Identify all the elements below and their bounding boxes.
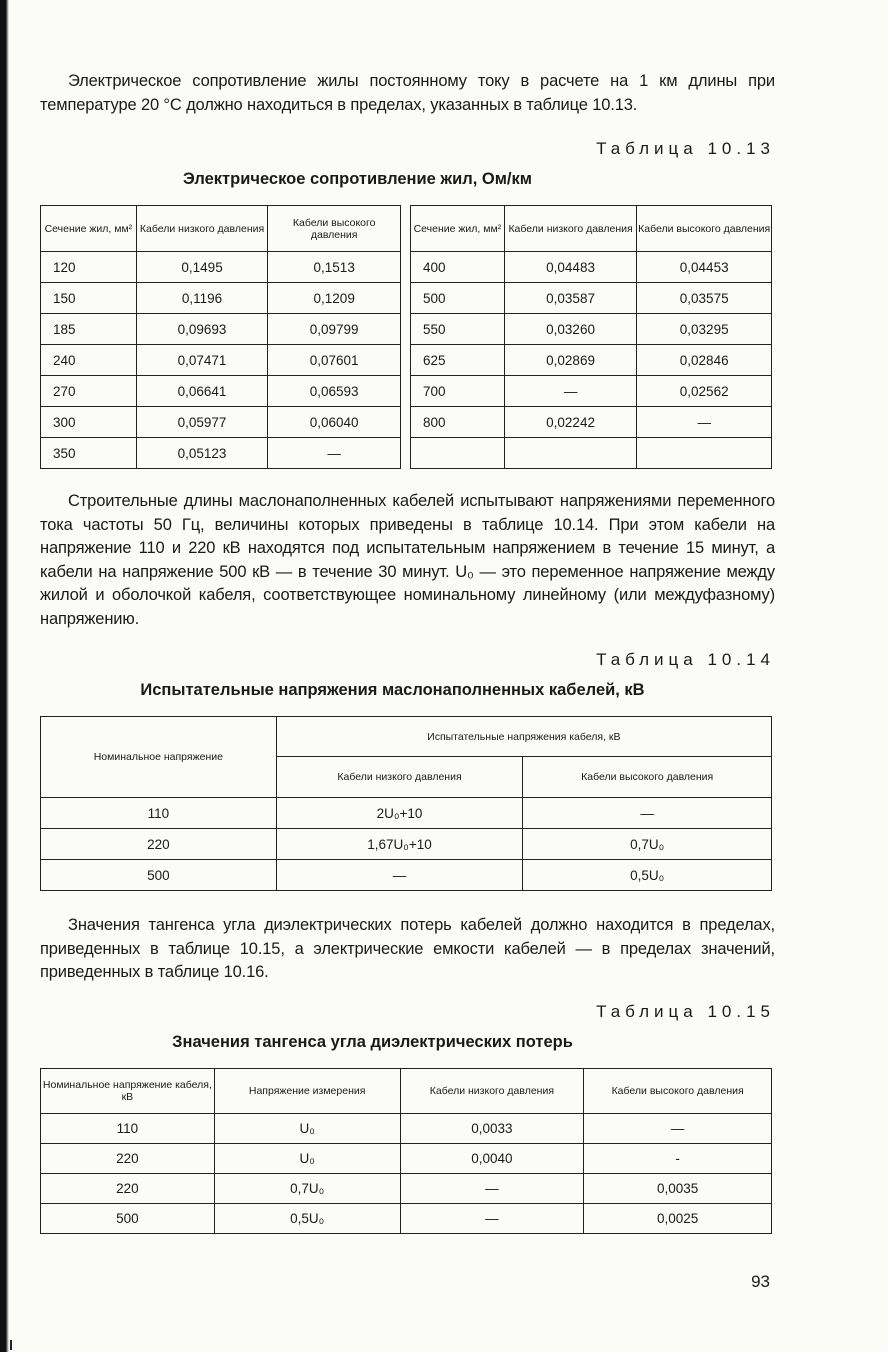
table-cell: 0,04453 xyxy=(637,252,772,283)
table-cell: 0,04483 xyxy=(504,252,637,283)
table-cell: U₀ xyxy=(214,1144,400,1174)
header-high-pressure: Кабели высокого давления xyxy=(637,206,772,252)
corner-mark xyxy=(10,1340,12,1350)
table-cell: 0,06040 xyxy=(268,407,401,438)
table-cell: 240 xyxy=(41,345,137,376)
table-row xyxy=(411,345,772,376)
table-cell: 800 xyxy=(411,407,505,438)
table-cell: 700 xyxy=(411,376,505,407)
table-cell: 0,0025 xyxy=(584,1204,772,1234)
table-cell: 270 xyxy=(41,376,137,407)
table-cell: — xyxy=(504,376,637,407)
header-high-pressure: Кабели высокого давления xyxy=(523,757,772,798)
binding-edge xyxy=(0,0,9,1352)
table-row xyxy=(41,438,401,469)
table-cell: 0,7U₀ xyxy=(523,829,772,860)
table-cell: 0,0035 xyxy=(584,1174,772,1204)
table-10-13-title: Электрическое сопротивление жил, Ом/км xyxy=(183,170,532,188)
table-cell: 0,02562 xyxy=(637,376,772,407)
table-cell: 625 xyxy=(411,345,505,376)
table-row xyxy=(41,1174,772,1204)
table-cell: 0,02242 xyxy=(504,407,637,438)
table-cell: 500 xyxy=(411,283,505,314)
table-10-14-label: Таблица 10.14 xyxy=(596,650,775,669)
header-low-pressure: Кабели низкого давления xyxy=(136,206,268,252)
table-cell: — xyxy=(268,438,401,469)
table-10-15-title: Значения тангенса угла диэлектрических потерь xyxy=(172,1033,573,1051)
table-row xyxy=(41,252,401,283)
table-cell: U₀ xyxy=(214,1114,400,1144)
table-cell: 0,1495 xyxy=(136,252,268,283)
table-cell: 0,07471 xyxy=(136,345,268,376)
table-cell: 2U₀+10 xyxy=(276,798,523,829)
table-cell xyxy=(637,438,772,469)
table-10-13-right xyxy=(410,205,772,469)
table-cell xyxy=(411,438,505,469)
table-row xyxy=(41,1114,772,1144)
table-cell: 0,03260 xyxy=(504,314,637,345)
table-row xyxy=(41,407,401,438)
table-row xyxy=(411,252,772,283)
table-cell xyxy=(504,438,637,469)
table-10-13-left xyxy=(40,205,401,469)
table-cell: 0,06641 xyxy=(136,376,268,407)
table-cell: 0,0040 xyxy=(400,1144,584,1174)
table-cell: 0,0033 xyxy=(400,1114,584,1144)
table-cell: 0,06593 xyxy=(268,376,401,407)
table-cell: 0,09799 xyxy=(268,314,401,345)
table-cell: 0,1513 xyxy=(268,252,401,283)
table-row xyxy=(41,283,401,314)
table-row xyxy=(41,376,401,407)
table-cell: — xyxy=(400,1174,584,1204)
table-cell: — xyxy=(276,860,523,891)
table-cell: 0,03575 xyxy=(637,283,772,314)
table-row xyxy=(41,798,772,829)
table-10-15-label: Таблица 10.15 xyxy=(596,1002,775,1021)
table-10-15 xyxy=(40,1068,772,1234)
table-row xyxy=(41,314,401,345)
table-row xyxy=(41,1144,772,1174)
table-cell: — xyxy=(523,798,772,829)
table-cell: 0,5U₀ xyxy=(214,1204,400,1234)
table-cell: 185 xyxy=(41,314,137,345)
header-section: Сечение жил, мм² xyxy=(411,206,505,252)
table-row xyxy=(411,438,772,469)
table-cell: — xyxy=(637,407,772,438)
header-low-pressure: Кабели низкого давления xyxy=(504,206,637,252)
table-cell: 0,7U₀ xyxy=(214,1174,400,1204)
header-section: Сечение жил, мм² xyxy=(41,206,137,252)
table-cell: 220 xyxy=(41,1174,215,1204)
table-cell: — xyxy=(584,1114,772,1144)
table-cell: - xyxy=(584,1144,772,1174)
table-cell: 0,09693 xyxy=(136,314,268,345)
table-cell: 1,67U₀+10 xyxy=(276,829,523,860)
table-cell: 0,07601 xyxy=(268,345,401,376)
header-nominal-voltage: Номинальное напряжение xyxy=(41,717,277,798)
table-row xyxy=(41,345,401,376)
table-cell: — xyxy=(400,1204,584,1234)
header-high-pressure: Кабели высокого давления xyxy=(584,1069,772,1114)
table-row xyxy=(41,1204,772,1234)
header-low-pressure: Кабели низкого давления xyxy=(276,757,523,798)
table-cell: 0,5U₀ xyxy=(523,860,772,891)
tan-paragraph: Значения тангенса угла диэлектрических потерь кабелей должно находится в пределах, приведенных в таблице 10.15, а электрические емкости кабелей — в пределах значений, приведенных в таблице 10.16. xyxy=(40,916,775,981)
table-row xyxy=(411,376,772,407)
header-nominal-voltage: Номинальное напряжение кабеля, кВ xyxy=(41,1069,215,1114)
table-10-14 xyxy=(40,716,772,891)
table-row xyxy=(411,407,772,438)
table-cell: 220 xyxy=(41,829,277,860)
table-row xyxy=(41,829,772,860)
table-row xyxy=(411,314,772,345)
table-10-13-label: Таблица 10.13 xyxy=(596,139,775,158)
table-cell: 0,05123 xyxy=(136,438,268,469)
table-cell: 110 xyxy=(41,1114,215,1144)
table-cell: 0,1209 xyxy=(268,283,401,314)
table-cell: 500 xyxy=(41,1204,215,1234)
table-cell: 120 xyxy=(41,252,137,283)
header-low-pressure: Кабели низкого давления xyxy=(400,1069,584,1114)
table-cell: 0,02869 xyxy=(504,345,637,376)
page-number: 93 xyxy=(751,1272,770,1291)
table-cell: 220 xyxy=(41,1144,215,1174)
header-measurement-voltage: Напряжение измерения xyxy=(214,1069,400,1114)
intro-paragraph: Электрическое сопротивление жилы постоянному току в расчете на 1 км длины при температуре 20 °С должно находиться в пределах, указанных в таблице 10.13. xyxy=(40,72,775,114)
table-cell: 0,05977 xyxy=(136,407,268,438)
middle-paragraph: Строительные длины маслонаполненных кабелей испытывают напряжениями переменного тока частоты 50 Гц, величины которых приведены в таблице 10.14. При этом кабели на напряжение 110 и 220 кВ находятся под испытательным напряжением в течение 15 минут, а кабели на напряжение 500 кВ — в течение 30 минут. U₀ — это переменное напряжение между жилой и оболочкой кабеля, соответствующее номинальному линейному (или междуфазному) напряжению. xyxy=(40,492,775,628)
table-10-14-title: Испытательные напряжения маслонаполненных кабелей, кВ xyxy=(140,681,645,699)
table-cell: 350 xyxy=(41,438,137,469)
table-cell: 110 xyxy=(41,798,277,829)
table-cell: 0,03587 xyxy=(504,283,637,314)
header-high-pressure: Кабели высокого давления xyxy=(268,206,401,252)
table-row xyxy=(411,283,772,314)
table-cell: 550 xyxy=(411,314,505,345)
header-test-voltages: Испытательные напряжения кабеля, кВ xyxy=(276,717,771,757)
table-cell: 0,1196 xyxy=(136,283,268,314)
table-cell: 500 xyxy=(41,860,277,891)
table-cell: 300 xyxy=(41,407,137,438)
table-cell: 0,03295 xyxy=(637,314,772,345)
table-cell: 150 xyxy=(41,283,137,314)
table-cell: 0,02846 xyxy=(637,345,772,376)
table-cell: 400 xyxy=(411,252,505,283)
table-row xyxy=(41,860,772,891)
